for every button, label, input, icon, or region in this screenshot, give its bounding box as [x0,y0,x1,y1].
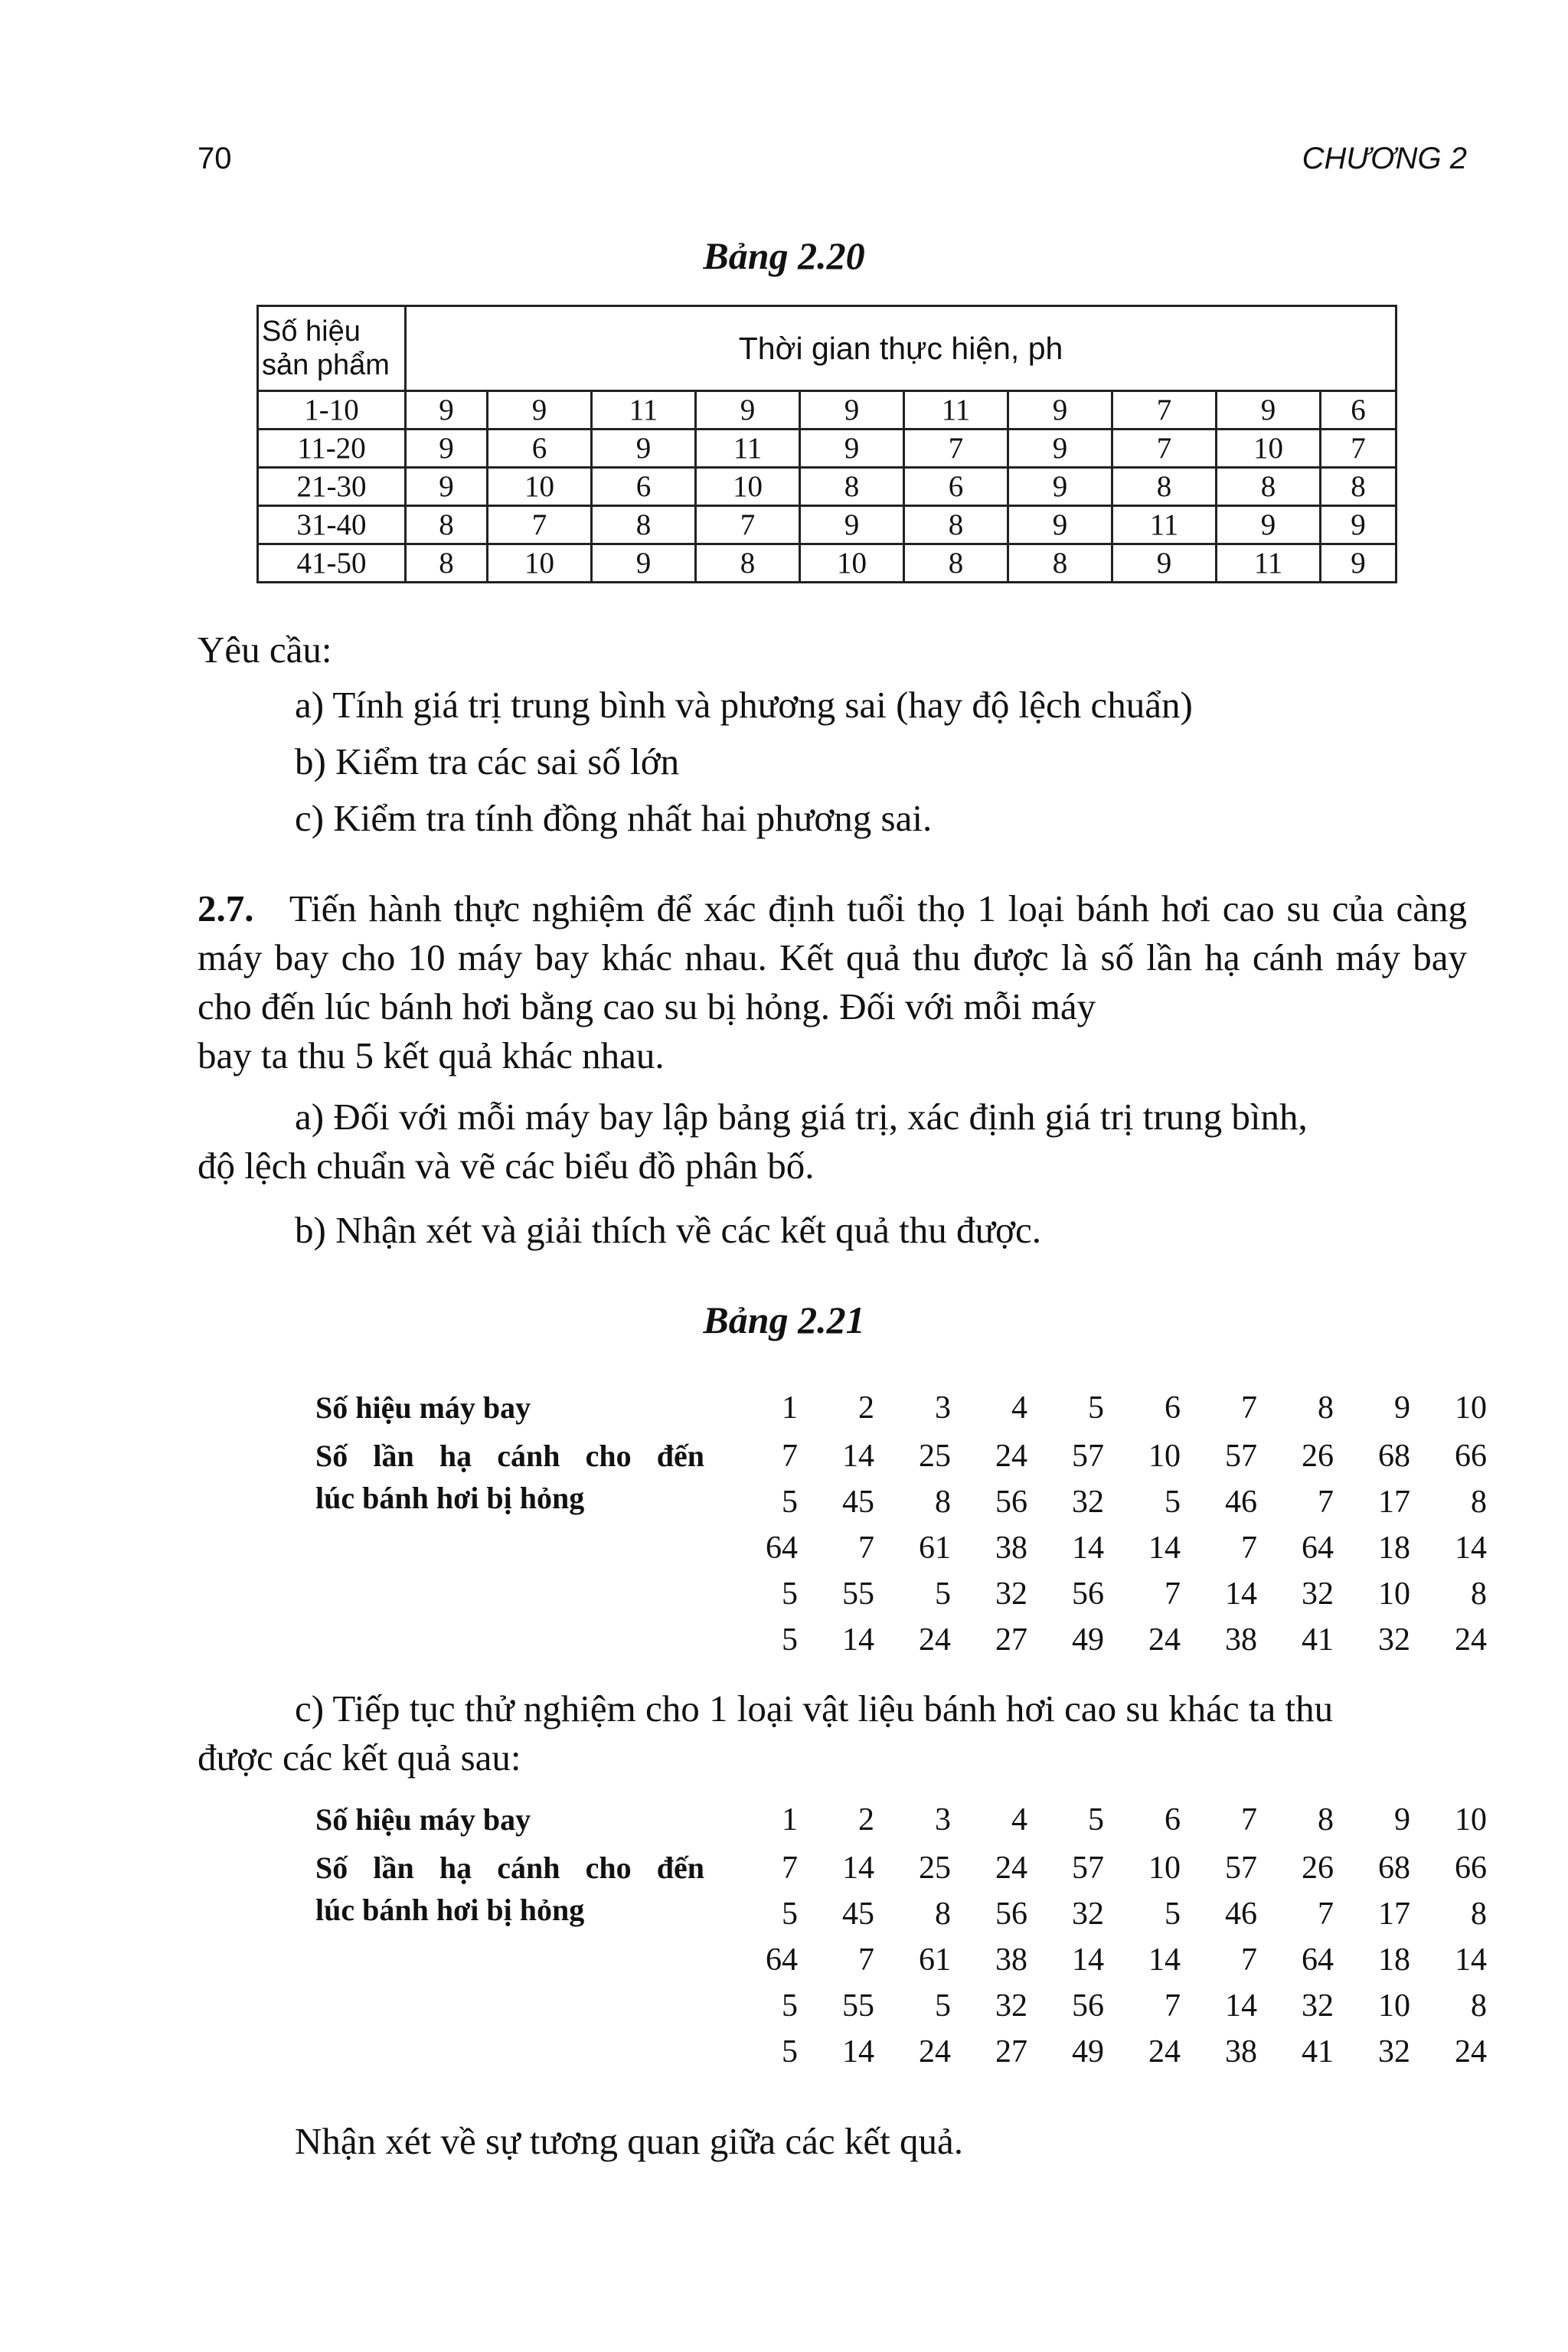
table-cell: 32 [1072,1896,1104,1932]
table-cell: 2 [858,1802,874,1838]
table-cell: 9 [1321,544,1396,583]
table-cell: 64 [766,1942,798,1978]
table-cell: 2 [858,1390,874,1426]
table-cell: 8 [935,1896,951,1932]
table-cell: 14 [1148,1942,1181,1978]
table-cell: 10 [696,468,800,506]
table-row [258,391,1396,430]
table-cell: 56 [995,1896,1027,1932]
table-cell: 8 [1471,1576,1487,1612]
table-cell: 7 [1112,430,1217,468]
table-cell: 18 [1378,1942,1410,1978]
table-cell: 7 [1165,1988,1181,2024]
table-cell: 9 [800,430,904,468]
table-cell: 7 [1241,1530,1257,1566]
table-cell: 5 [782,1485,798,1520]
row-label-cell: 21-30 [258,468,406,506]
landings-label: Số lần hạ cánh cho đến [315,1851,704,1885]
table-cell: 7 [1241,1942,1257,1978]
table-cell: 8 [406,506,488,544]
table-cell: 26 [1302,1851,1334,1886]
table-cell: 1 [782,1390,798,1426]
table-cell: 3 [935,1802,951,1838]
table-cell: 9 [1008,468,1112,506]
table-cell: 25 [919,1851,951,1886]
part-a-paragraph [198,1093,1467,1142]
table-cell: 9 [406,391,488,430]
table-cell: 32 [1072,1485,1104,1520]
table-cell: 66 [1455,1851,1487,1886]
table-cell: 5 [935,1576,951,1612]
table-cell: 14 [1072,1530,1104,1566]
table-cell: 8 [1112,468,1217,506]
table-cell: 7 [858,1942,874,1978]
aircraft-label: Số hiệu máy bay [315,1390,531,1425]
table-cell: 26 [1302,1439,1334,1474]
table-cell: 10 [1378,1576,1410,1612]
aircraft-label: Số hiệu máy bay [315,1802,531,1837]
table-cell: 38 [995,1530,1027,1566]
table-cell: 14 [1225,1988,1257,2024]
table-cell: 10 [1148,1439,1181,1474]
part-b-text: b) Nhận xét và giải thích về các kết quả thu được. [295,1209,1041,1251]
table-cell: 24 [995,1851,1027,1886]
closing-remark: Nhận xét về sự tương quan giữa các kết quả. [295,2120,963,2162]
table-cell: 24 [919,1622,951,1658]
table-cell: 8 [406,544,488,583]
landings-label-line-2: lúc bánh hơi bị hỏng [315,1481,585,1515]
table-cell: 14 [1225,1576,1257,1612]
table-cell: 11 [1217,544,1321,583]
table-cell: 41 [1302,1622,1334,1658]
table-cell: 5 [1088,1802,1104,1838]
table-cell: 11 [1112,506,1217,544]
column-title: Thời gian thực hiện, ph [406,306,1396,391]
table-cell: 9 [696,391,800,430]
table-cell: 4 [1011,1802,1027,1838]
table-cell: 6 [488,430,592,468]
table-cell: 17 [1378,1896,1410,1932]
table-cell: 55 [842,1576,874,1612]
part-a-text: a) Đối với mỗi máy bay lập bảng giá trị, xác định giá trị trung bình, [295,1096,1308,1138]
part-a-last-line [198,1142,1467,1191]
table-cell: 9 [1321,506,1396,544]
table-2-20-caption: Bảng 2.20 [703,234,865,277]
table-cell: 5 [1088,1390,1104,1426]
table-cell: 64 [766,1530,798,1566]
table-cell: 8 [1008,544,1112,583]
table-cell: 5 [1165,1896,1181,1932]
requirement-item: b) Kiểm tra các sai số lớn [295,740,680,782]
table-cell: 7 [1112,391,1217,430]
table-cell: 5 [782,2034,798,2069]
table-cell: 49 [1072,1622,1104,1658]
table-cell: 6 [592,468,696,506]
table-cell: 6 [1321,391,1396,430]
table-cell: 24 [919,2034,951,2069]
requirement-item: c) Kiểm tra tính đồng nhất hai phương sai. [295,797,933,839]
table-cell: 10 [1455,1390,1487,1426]
table-cell: 7 [1318,1896,1334,1932]
table-row [258,544,1396,583]
table-cell: 68 [1378,1439,1410,1474]
table-cell: 5 [782,1988,798,2024]
table-cell: 14 [1148,1530,1181,1566]
table-cell: 7 [696,506,800,544]
table-cell: 8 [1318,1802,1334,1838]
table-cell: 38 [1225,2034,1257,2069]
row-label-cell: 41-50 [258,544,406,583]
table-cell: 9 [406,430,488,468]
part-c-last-line [198,1733,1467,1782]
table-cell: 10 [1148,1851,1181,1886]
table-cell: 9 [406,468,488,506]
table-2-20 [256,305,1397,583]
table-cell: 8 [1471,1485,1487,1520]
table-cell: 66 [1455,1439,1487,1474]
part-a-text-last: độ lệch chuẩn và vẽ các biểu đồ phân bố. [198,1145,815,1187]
table-cell: 9 [1112,544,1217,583]
table-cell: 10 [488,544,592,583]
table-cell: 45 [842,1485,874,1520]
table-cell: 10 [488,468,592,506]
table-cell: 49 [1072,2034,1104,2069]
table-cell: 5 [1165,1485,1181,1520]
table-cell: 10 [1378,1988,1410,2024]
table-cell: 64 [1302,1530,1334,1566]
table-cell: 24 [1148,1622,1181,1658]
table-cell: 14 [1455,1530,1487,1566]
table-cell: 8 [592,506,696,544]
table-cell: 7 [1241,1390,1257,1426]
table-cell: 8 [904,506,1008,544]
table-cell: 9 [488,391,592,430]
table-cell: 14 [842,1439,874,1474]
table-cell: 8 [1217,468,1321,506]
landings-label-line-2: lúc bánh hơi bị hỏng [315,1893,585,1927]
table-cell: 6 [1165,1390,1181,1426]
table-cell: 5 [782,1896,798,1932]
table-cell: 57 [1072,1439,1104,1474]
row-label-cell: 1-10 [258,391,406,430]
table-cell: 61 [919,1530,951,1566]
table-cell: 24 [1455,2034,1487,2069]
table-cell: 57 [1225,1851,1257,1886]
table-row [258,506,1396,544]
page-number: 70 [198,142,232,175]
table-cell: 56 [995,1485,1027,1520]
table-cell: 9 [1394,1802,1410,1838]
table-cell: 24 [1148,2034,1181,2069]
table-2-21-caption: Bảng 2.21 [703,1298,865,1341]
table-cell: 5 [935,1988,951,2024]
table-cell: 8 [935,1485,951,1520]
table-cell: 10 [1455,1802,1487,1838]
table-cell: 11 [904,391,1008,430]
table-cell: 9 [1217,506,1321,544]
row-label-cell: 31-40 [258,506,406,544]
table-cell: 32 [995,1576,1027,1612]
table-row [258,468,1396,506]
chapter-title: CHƯƠNG 2 [1302,142,1467,175]
table-cell: 64 [1302,1942,1334,1978]
table-cell: 7 [1318,1485,1334,1520]
table-cell: 7 [782,1439,798,1474]
table-cell: 6 [1165,1802,1181,1838]
table-cell: 9 [1394,1390,1410,1426]
table-cell: 8 [1318,1390,1334,1426]
table-cell: 61 [919,1942,951,1978]
table-cell: 41 [1302,2034,1334,2069]
exercise-text-last: bay ta thu 5 kết quả khác nhau. [198,1034,665,1076]
table-cell: 27 [995,1622,1027,1658]
landings-label: Số lần hạ cánh cho đến [315,1439,704,1473]
table-cell: 14 [842,1851,874,1886]
table-cell: 10 [1217,430,1321,468]
table-cell: 17 [1378,1485,1410,1520]
table-cell: 9 [800,391,904,430]
table-cell: 57 [1225,1439,1257,1474]
part-c-text: c) Tiếp tục thử nghiệm cho 1 loại vật liệu bánh hơi cao su khác ta thu [295,1687,1334,1730]
table-cell: 68 [1378,1851,1410,1886]
table-cell: 57 [1072,1851,1104,1886]
table-cell: 32 [1302,1576,1334,1612]
table-cell: 7 [1165,1576,1181,1612]
table-cell: 25 [919,1439,951,1474]
table-cell: 3 [935,1390,951,1426]
table-cell: 5 [782,1576,798,1612]
exercise-2-7-paragraph [198,884,1467,1080]
row-label-cell: 11-20 [258,430,406,468]
table-cell: 14 [1455,1942,1487,1978]
table-cell: 38 [1225,1622,1257,1658]
row-header-cell [258,306,406,391]
table-cell: 1 [782,1802,798,1838]
table-cell: 7 [1321,430,1396,468]
table-cell: 46 [1225,1896,1257,1932]
requirement-item: a) Tính giá trị trung bình và phương sai (hay độ lệch chuẩn) [295,684,1193,726]
table-cell: 8 [1321,468,1396,506]
table-cell: 5 [782,1622,798,1658]
table-cell: 7 [782,1851,798,1886]
table-cell: 7 [858,1530,874,1566]
table-cell: 9 [800,506,904,544]
exercise-text: Tiến hành thực nghiệm để xác định tuổi thọ 1 loại bánh hơi cao su của càng máy bay cho 10 máy bay khác nhau. Kết quả thu được là số lần hạ cánh máy bay cho đến lúc bánh hơi bằng cao su bị hỏng. Đối với mỗi máy [198,887,1467,1027]
table-cell: 9 [592,544,696,583]
table-cell: 18 [1378,1530,1410,1566]
table-cell: 14 [1072,1942,1104,1978]
table-cell: 32 [1378,2034,1410,2069]
part-c-text-last: được các kết quả sau: [198,1736,521,1779]
table-cell: 4 [1011,1390,1027,1426]
table-header-row [258,306,1396,391]
table-cell: 46 [1225,1485,1257,1520]
table-cell: 27 [995,2034,1027,2069]
table-cell: 8 [1471,1988,1487,2024]
table-cell: 9 [592,430,696,468]
requirements-intro: Yêu cầu: [198,629,332,671]
table-cell: 8 [696,544,800,583]
table-cell: 45 [842,1896,874,1932]
table-cell: 8 [800,468,904,506]
table-cell: 56 [1072,1576,1104,1612]
table-cell: 7 [904,430,1008,468]
exercise-number: 2.7. [198,887,254,929]
table-cell: 9 [1008,506,1112,544]
table-cell: 32 [1378,1622,1410,1658]
table-cell: 6 [904,468,1008,506]
table-cell: 38 [995,1942,1027,1978]
table-cell: 55 [842,1988,874,2024]
table-cell: 9 [1217,391,1321,430]
table-cell: 32 [1302,1988,1334,2024]
table-cell: 8 [904,544,1008,583]
table-cell: 10 [800,544,904,583]
table-cell: 56 [1072,1988,1104,2024]
part-c-paragraph [198,1684,1467,1733]
table-row [258,430,1396,468]
table-cell: 32 [995,1988,1027,2024]
row-header-line: Số hiệu [262,315,361,348]
table-cell: 9 [1008,430,1112,468]
table-cell: 8 [1471,1896,1487,1932]
table-cell: 24 [1455,1622,1487,1658]
table-cell: 14 [842,2034,874,2069]
table-cell: 11 [592,391,696,430]
table-cell: 9 [1008,391,1112,430]
table-cell: 24 [995,1439,1027,1474]
row-header-line: sản phẩm [262,349,390,381]
table-cell: 11 [696,430,800,468]
table-cell: 7 [1241,1802,1257,1838]
table-cell: 7 [488,506,592,544]
table-cell: 14 [842,1622,874,1658]
